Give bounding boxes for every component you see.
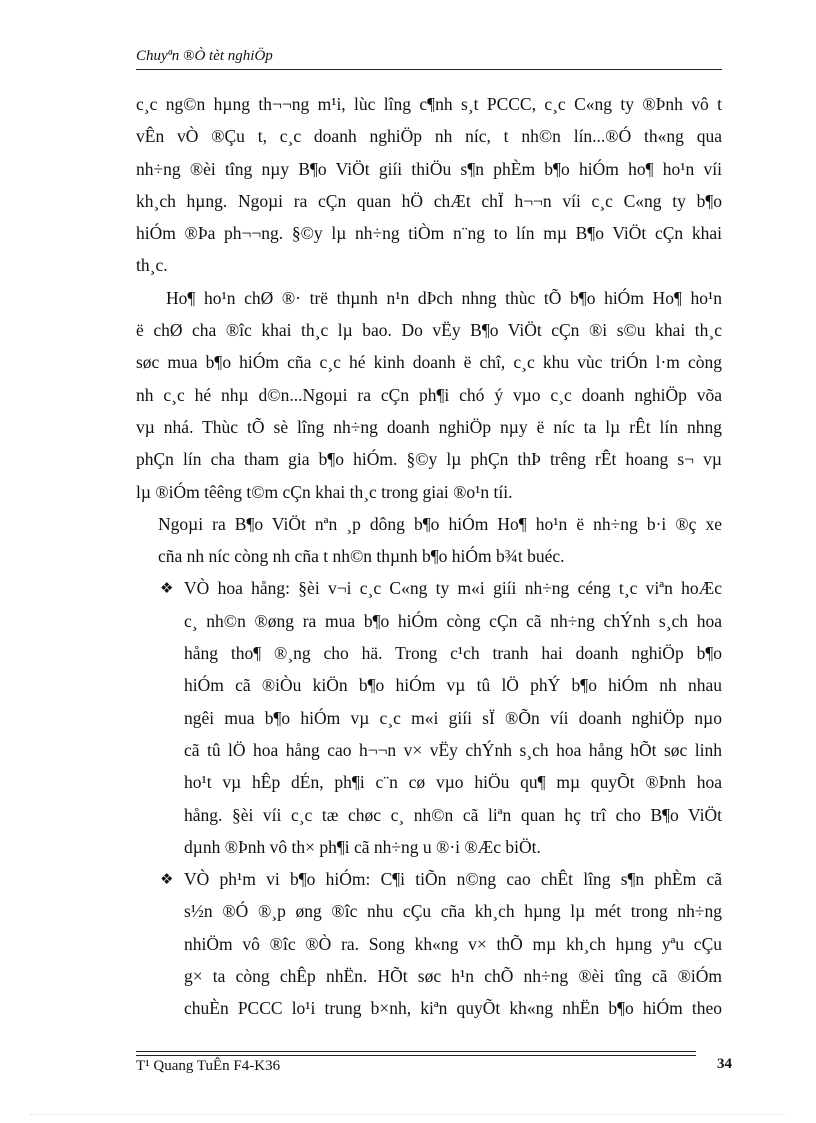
text-line: hång tho¶ ®¸ng cho hä. Trong c¹ch tranh hai doanh nghiÖp b¶o	[184, 643, 722, 664]
text-line: kh¸ch hµng. Ngoµi ra cÇn quan hÖ chÆt chÏ h¬¬n víi c¸c C«ng ty b¶o	[136, 190, 722, 211]
text-line: th¸c.	[136, 255, 168, 276]
bullet-diamond-icon: ❖	[160, 579, 174, 598]
text-line: hiÓm ®Þa ph¬¬ng. §©y lµ nh÷ng tiÒm n¨ng to lín mµ B¶o ViÖt cÇn khai	[136, 223, 722, 244]
text-line: vÊn vÒ ®Çu t, c¸c doanh nghiÖp nh níc, t nh©n lín...®Ó th«ng qua	[136, 126, 722, 147]
text-line: vµ nhá. Thùc tÕ sè lîng nh÷ng doanh nghiÖp nµy ë níc ta lµ rÊt lín nhng	[136, 416, 722, 437]
text-line: cña nh níc còng nh cña t nh©n thµnh b¶o hiÓm b¾t buéc.	[158, 546, 565, 567]
page-number: 34	[717, 1056, 732, 1072]
footer-divider	[136, 1051, 696, 1052]
text-line: nhiÖm vô ®îc ®Ò ra. Song kh«ng v× thÕ mµ kh¸ch hµng yªu cÇu	[184, 933, 722, 954]
text-line: hång. §èi víi c¸c tæ chøc c¸ nh©n cã liªn quan hç trî cho B¶o ViÖt	[184, 804, 722, 825]
text-line: g× ta còng chÊp nhËn. HÕt søc h¹n chÕ nh÷ng ®èi tîng cã ®iÓm	[184, 966, 722, 987]
text-line: nh c¸c hé nhµ d©n...Ngoµi ra cÇn ph¶i chó ý vµo c¸c doanh nghiÖp võa	[136, 384, 722, 405]
text-line: ë chØ cha ®îc khai th¸c lµ bao. Do vËy B¶o ViÖt cÇn ®i s©u khai th¸c	[136, 320, 722, 341]
page-edge-dots	[30, 1114, 786, 1115]
text-line: c¸c ng©n hµng th¬¬ng m¹i, lùc lîng c¶nh s¸t PCCC, c¸c C«ng ty ®Þnh vô t	[136, 94, 722, 114]
text-line: lµ ®iÓm têêng t©m cÇn khai th¸c trong giai ®o¹n tíi.	[136, 481, 513, 502]
text-line: VÒ ph¹m vi b¶o hiÓm: C¶i tiÕn n©ng cao chÊt lîng s¶n phÈm cã	[184, 869, 722, 890]
text-line: Ngoµi ra B¶o ViÖt nªn ¸p dông b¶o hiÓm Ho¶ ho¹n ë nh÷ng b·i ®ç xe	[158, 513, 722, 534]
text-line: s½n ®Ó ®¸p øng ®îc nhu cÇu cña kh¸ch hµng lµ mét trong nh÷ng	[184, 901, 722, 922]
text-line: søc mua b¶o hiÓm cña c¸c hé kinh doanh ë chî, c¸c khu vùc triÓn l·m còng	[136, 352, 722, 373]
bullet-diamond-icon: ❖	[160, 870, 174, 889]
footer-divider	[136, 1055, 696, 1056]
text-line: hiÓm cã ®iÒu kiÖn b¶o hiÓm vµ tû lÖ phÝ b¶o hiÓm nh nhau	[184, 675, 722, 696]
text-line: VÒ hoa hång: §èi v¬i c¸c C«ng ty m«i giíi nh÷ng céng t¸c viªn hoÆc	[184, 578, 722, 599]
document-body	[136, 88, 722, 1025]
footer-author: T¹ Quang TuÊn F4-K36	[136, 1058, 281, 1074]
text-line: nh÷ng ®èi tîng nµy B¶o ViÖt giíi thiÖu s¶n phÈm b¶o hiÓm ho¶ ho¹n víi	[136, 158, 722, 179]
header-divider	[136, 69, 722, 70]
text-line: c¸ nh©n ®øng ra mua b¶o hiÓm còng cÇn cã nh÷ng chÝnh s¸ch hoa	[184, 610, 722, 631]
bullet-line	[136, 572, 722, 604]
text-line: ngêi mua b¶o hiÓm vµ c¸c m«i giíi sÏ ®Õn víi doanh nghiÖp nµo	[184, 707, 722, 728]
text-line: chuÈn PCCC lo¹i trung b×nh, kiªn quyÕt kh«ng nhËn b¶o hiÓm theo	[184, 998, 722, 1019]
bullet-line	[136, 863, 722, 895]
text-line: cã tû lÖ hoa hång cao h¬¬n v× vËy chÝnh s¸ch hoa hång hÕt søc linh	[184, 739, 722, 760]
text-line: ho¹t vµ hÊp dÉn, ph¶i c¨n cø vµo hiÖu qu¶ mµ quyÕt ®Þnh hoa	[184, 772, 722, 793]
page-header-title: Chuyªn ®Ò tèt nghiÖp	[136, 48, 273, 64]
text-line: Ho¶ ho¹n chØ ®· trë thµnh n¹n dÞch nhng thùc tÕ b¶o hiÓm Ho¶ ho¹n	[166, 287, 722, 308]
text-line: phÇn lín cha tham gia b¶o hiÓm. §©y lµ phÇn thÞ trêng rÊt hoang s¬ vµ	[136, 449, 722, 470]
text-line: dµnh ®Þnh vô th× ph¶i cã nh÷ng u ®·i ®Æc biÖt.	[184, 836, 541, 857]
